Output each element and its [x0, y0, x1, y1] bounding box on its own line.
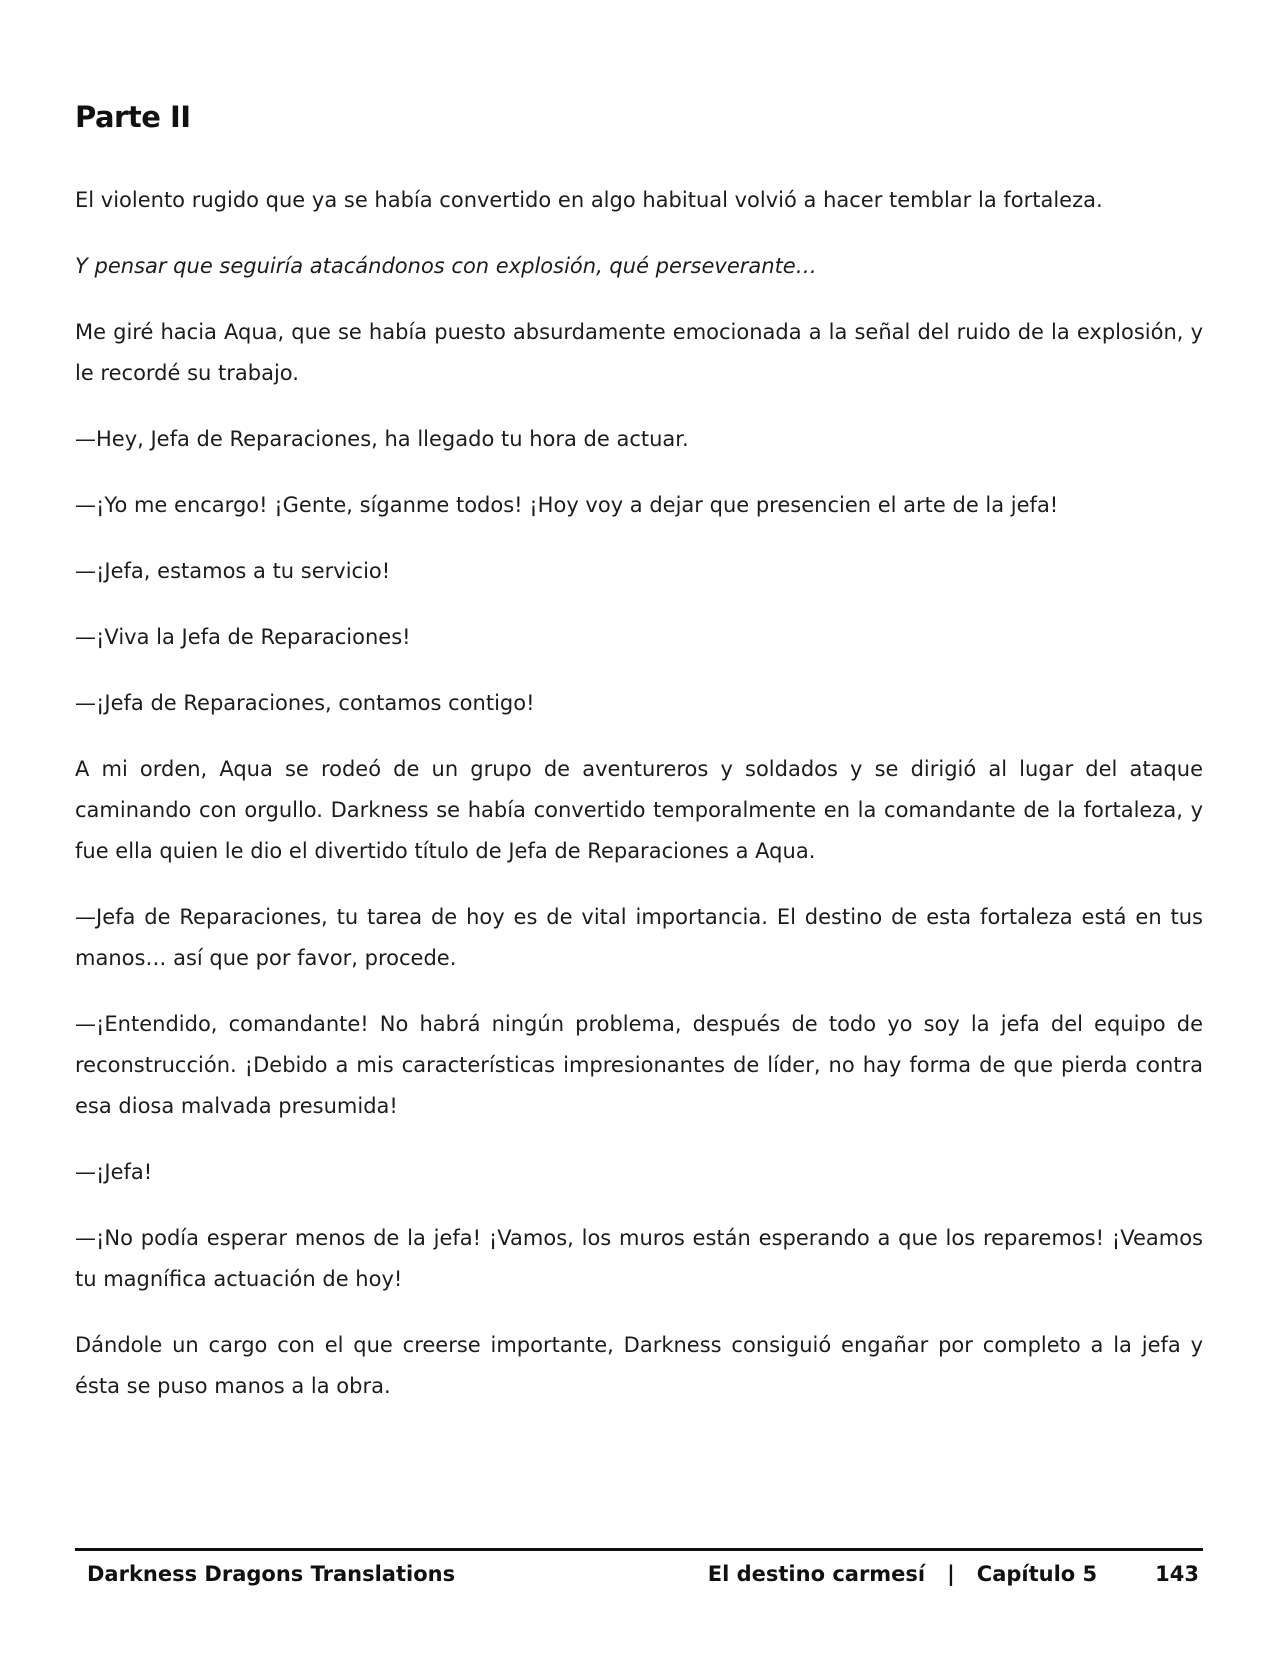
footer-rule	[75, 1548, 1203, 1551]
section-heading: Parte II	[75, 100, 191, 134]
paragraph: —¡Jefa de Reparaciones, contamos contigo!	[75, 691, 535, 715]
footer-publisher: Darkness Dragons Translations	[87, 1562, 456, 1586]
page-footer	[75, 1560, 1203, 1592]
body-text	[75, 180, 1203, 1432]
paragraph: —¡Jefa, estamos a tu servicio!	[75, 559, 391, 583]
footer-right	[708, 1562, 1199, 1586]
footer-chapter: Capítulo 5	[976, 1562, 1098, 1586]
paragraph: Me giré hacia Aqua, que se había puesto absurdamente emocionada a la señal del ruido de la explosión, y le recordé su trabajo.	[75, 320, 1203, 385]
paragraph: —¡Viva la Jefa de Reparaciones!	[75, 625, 411, 649]
paragraph: A mi orden, Aqua se rodeó de un grupo de aventureros y soldados y se dirigió al lugar del ataque caminando con orgullo. Darkness se había convertido temporalmente en la comandante de la fortaleza, y fue ella quien le dio el divertido título de Jefa de Reparaciones a Aqua.	[75, 757, 1203, 863]
page-number: 143	[1155, 1562, 1199, 1586]
paragraph: Y pensar que seguiría atacándonos con explosión, qué perseverante…	[75, 254, 817, 278]
footer-separator: |	[947, 1562, 955, 1586]
footer-book-title: El destino carmesí	[707, 1562, 926, 1586]
paragraph: —¡No podía esperar menos de la jefa! ¡Vamos, los muros están esperando a que los reparemos! ¡Veamos tu magnífica actuación de hoy!	[75, 1226, 1203, 1291]
paragraph: Dándole un cargo con el que creerse importante, Darkness consiguió engañar por completo a la jefa y ésta se puso manos a la obra.	[75, 1333, 1203, 1398]
paragraph: —¡Jefa!	[75, 1160, 153, 1184]
paragraph: —Jefa de Reparaciones, tu tarea de hoy es de vital importancia. El destino de esta fortaleza está en tus manos… así que por favor, procede.	[75, 905, 1203, 970]
paragraph: —¡Entendido, comandante! No habrá ningún problema, después de todo yo soy la jefa del equipo de reconstrucción. ¡Debido a mis características impresionantes de líder, no hay forma de que pierda contra esa diosa malvada presumida!	[75, 1012, 1203, 1118]
paragraph: El violento rugido que ya se había convertido en algo habitual volvió a hacer temblar la fortaleza.	[75, 188, 1103, 212]
paragraph: —Hey, Jefa de Reparaciones, ha llegado tu hora de actuar.	[75, 427, 689, 451]
paragraph: —¡Yo me encargo! ¡Gente, síganme todos! ¡Hoy voy a dejar que presencien el arte de la jefa!	[75, 493, 1059, 517]
